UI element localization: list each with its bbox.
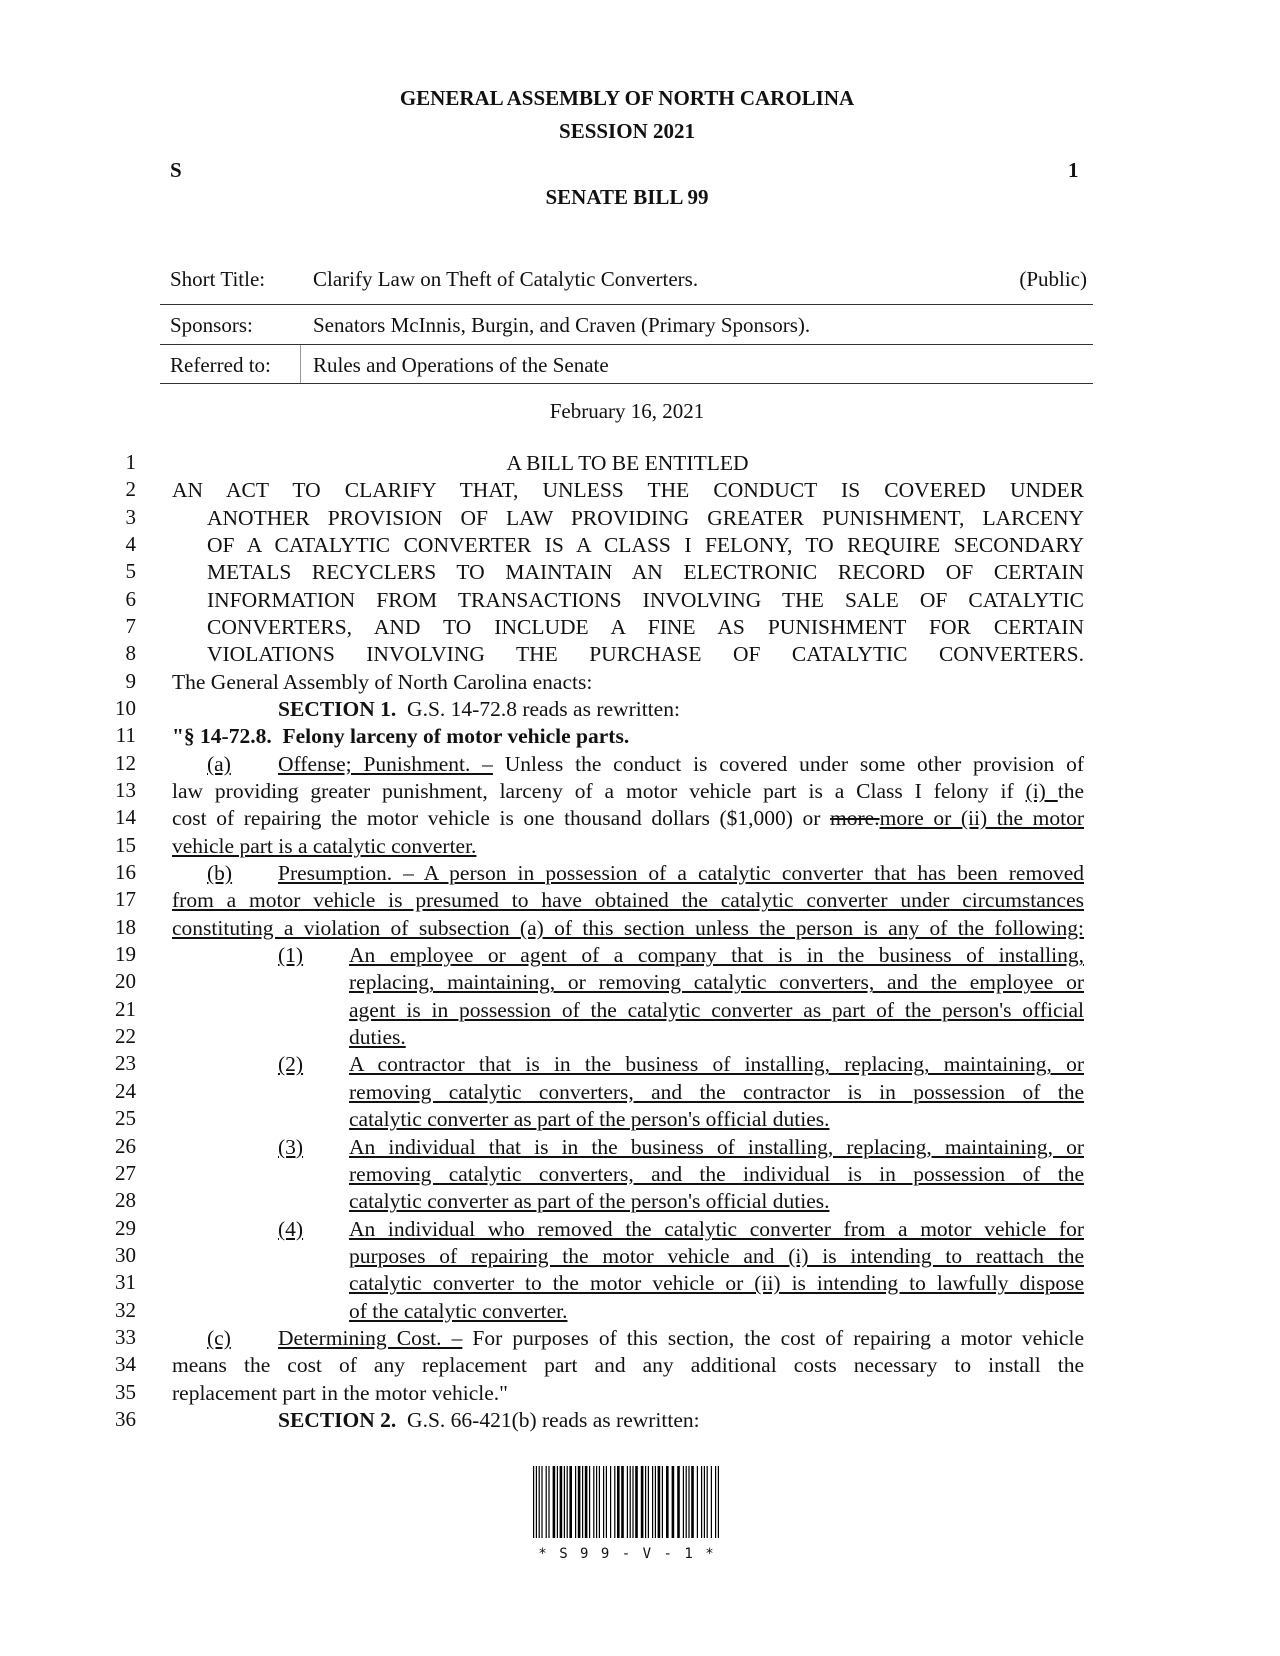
referred-to: Rules and Operations of the Senate xyxy=(313,353,609,377)
bill-line xyxy=(278,751,1084,777)
barcode-bar xyxy=(683,1466,684,1538)
barcode-bar xyxy=(569,1466,572,1538)
subsection-label: (2) xyxy=(278,1052,304,1077)
divider xyxy=(300,345,301,384)
barcode-bar xyxy=(658,1466,661,1538)
subsection-label: (1) xyxy=(278,943,304,968)
barcode-bar xyxy=(593,1466,594,1538)
barcode-bar xyxy=(677,1466,680,1538)
line-number: 22 xyxy=(115,1024,136,1049)
chamber-letter: S xyxy=(170,158,182,182)
line-number: 20 xyxy=(115,969,136,994)
barcode-bar xyxy=(539,1466,540,1538)
line-number: 11 xyxy=(115,723,136,748)
barcode-bar xyxy=(652,1466,653,1538)
bill-line xyxy=(172,1380,1084,1406)
barcode-bar xyxy=(645,1466,646,1538)
bill-line xyxy=(278,860,1084,886)
line-number: 21 xyxy=(115,996,136,1021)
line-number: 14 xyxy=(115,805,136,830)
inserted-text: catalytic converter to the motor vehicle or (ii) is intending to lawfully dispose xyxy=(349,1271,1084,1296)
bill-line xyxy=(349,1243,1084,1269)
line-number: 28 xyxy=(115,1188,136,1213)
barcode-bar xyxy=(641,1466,644,1538)
barcode-bar xyxy=(560,1466,563,1538)
bill-line xyxy=(172,887,1084,913)
barcode-bar xyxy=(582,1466,583,1538)
text-segment: "§ 14-72.8. Felony larceny of motor vehicle parts. xyxy=(172,724,630,749)
line-number: 8 xyxy=(125,641,136,666)
line-number: 16 xyxy=(115,860,136,885)
barcode-bar xyxy=(575,1466,576,1538)
text-segment: SECTION 1. xyxy=(278,697,397,722)
barcode-bar xyxy=(578,1466,581,1538)
inserted-text: Offense; Punishment. – xyxy=(278,751,493,776)
barcode-bar xyxy=(697,1466,698,1538)
bill-line xyxy=(207,641,1084,667)
inserted-text: from a motor vehicle is presumed to have obtained the catalytic converter under circumstances xyxy=(172,888,1084,913)
bill-line xyxy=(172,915,1084,941)
short-title: Clarify Law on Theft of Catalytic Converters. xyxy=(313,267,699,291)
barcode-bar xyxy=(599,1466,600,1538)
line-number: 24 xyxy=(115,1078,136,1103)
subsection-label: (4) xyxy=(278,1216,304,1241)
referred-label: Referred to: xyxy=(170,353,271,377)
bill-line xyxy=(172,778,1084,804)
text-segment: SECTION 2. xyxy=(278,1407,397,1432)
barcode-bar xyxy=(627,1466,628,1538)
text-segment: replacement part in the motor vehicle." xyxy=(172,1380,508,1405)
text-segment: METALS RECYCLERS TO MAINTAIN AN ELECTRONIC RECORD OF CERTAIN xyxy=(207,560,1084,585)
text-segment: G.S. 66-421(b) reads as rewritten: xyxy=(396,1407,700,1432)
inserted-text: catalytic converter as part of the person's official duties. xyxy=(349,1107,830,1132)
inserted-text: more or (ii) the motor xyxy=(879,806,1084,831)
inserted-text: A contractor that is in the business of installing, replacing, maintaining, or xyxy=(349,1052,1084,1077)
text-segment: The General Assembly of North Carolina enacts: xyxy=(172,669,593,694)
bill-line xyxy=(349,1188,1084,1214)
bill-line xyxy=(349,1051,1084,1077)
bill-line xyxy=(172,833,1084,859)
text-segment: law providing greater punishment, larceny of a motor vehicle part is a Class I felony if xyxy=(172,779,1026,804)
line-number: 27 xyxy=(115,1160,136,1185)
bill-line xyxy=(207,505,1084,531)
bill-line xyxy=(207,614,1084,640)
sponsors-label: Sponsors: xyxy=(170,313,253,337)
assembly-title: GENERAL ASSEMBLY OF NORTH CAROLINA xyxy=(399,86,855,110)
inserted-text: removing catalytic converters, and the individual is in possession of the xyxy=(349,1161,1084,1186)
divider xyxy=(160,304,1093,305)
line-number: 30 xyxy=(115,1242,136,1267)
subsection-label: (b) xyxy=(207,861,233,886)
inserted-text: of the catalytic converter. xyxy=(349,1298,568,1323)
line-number: 13 xyxy=(115,778,136,803)
line-number: 1 xyxy=(125,450,136,474)
line-number: 12 xyxy=(115,750,136,775)
barcode-bar xyxy=(686,1466,687,1538)
short-title-label: Short Title: xyxy=(170,267,266,291)
bill-line xyxy=(207,532,1084,558)
barcode-bar xyxy=(589,1466,590,1538)
barcode-bar xyxy=(621,1466,624,1538)
line-number: 32 xyxy=(115,1297,136,1322)
bill-line xyxy=(172,450,1083,476)
text-segment: cost of repairing the motor vehicle is one thousand dollars ($1,000) or xyxy=(172,806,831,831)
barcode-bar xyxy=(557,1466,558,1538)
inserted-text: catalytic converter as part of the person's official duties. xyxy=(349,1189,830,1214)
bill-line xyxy=(349,1106,1084,1132)
line-number: 25 xyxy=(115,1106,136,1131)
text-segment: A BILL TO BE ENTITLED xyxy=(506,451,749,475)
text-segment: the xyxy=(1057,779,1084,804)
barcode-bar xyxy=(541,1466,542,1538)
text-segment: G.S. 14-72.8 reads as rewritten: xyxy=(396,697,680,722)
barcode-bar xyxy=(614,1466,615,1538)
barcode-bar xyxy=(548,1466,549,1538)
deleted-text: more. xyxy=(830,806,880,831)
barcode-bar xyxy=(711,1466,712,1538)
barcode-bar xyxy=(635,1466,638,1538)
inserted-text: agent is in possession of the catalytic converter as part of the person's official xyxy=(349,997,1084,1022)
barcode-bar xyxy=(546,1466,547,1538)
divider xyxy=(160,383,1093,384)
text-segment: AN ACT TO CLARIFY THAT, UNLESS THE CONDUCT IS COVERED UNDER xyxy=(172,478,1084,503)
edition-number: 1 xyxy=(1068,158,1079,182)
barcode-bar xyxy=(707,1466,708,1538)
inserted-text: An individual who removed the catalytic converter from a motor vehicle for xyxy=(349,1216,1084,1241)
line-number: 31 xyxy=(115,1270,136,1295)
barcode-bar xyxy=(596,1466,597,1538)
bill-line xyxy=(278,1325,1084,1351)
barcode-bar xyxy=(701,1466,702,1538)
inserted-text: An individual that is in the business of installing, replacing, maintaining, or xyxy=(349,1134,1084,1159)
inserted-text: constituting a violation of subsection (a) of this section unless the person is any of the following: xyxy=(172,915,1084,940)
bill-line xyxy=(172,669,1084,695)
bill-line xyxy=(349,969,1084,995)
bill-line xyxy=(349,1298,1084,1324)
line-number: 29 xyxy=(115,1215,136,1240)
line-number: 23 xyxy=(115,1051,136,1076)
line-number: 36 xyxy=(115,1406,136,1431)
barcode-bar xyxy=(567,1466,568,1538)
barcode-bar xyxy=(672,1466,675,1538)
line-number: 18 xyxy=(115,914,136,939)
barcode-bar xyxy=(715,1466,716,1538)
barcode-bar xyxy=(606,1466,607,1538)
barcode-bar xyxy=(655,1466,656,1538)
inserted-text: removing catalytic converters, and the contractor is in possession of the xyxy=(349,1079,1084,1104)
text-segment: ANOTHER PROVISION OF LAW PROVIDING GREATER PUNISHMENT, LARCENY xyxy=(207,505,1084,530)
inserted-text: purposes of repairing the motor vehicle and (i) is intending to reattach the xyxy=(349,1243,1084,1268)
line-number: 19 xyxy=(115,942,136,967)
bill-line xyxy=(349,1024,1084,1050)
barcode-bar xyxy=(603,1466,604,1538)
barcode-bar xyxy=(648,1466,649,1538)
barcode-bar xyxy=(610,1466,611,1538)
line-number: 34 xyxy=(115,1352,136,1377)
barcode-bar xyxy=(536,1466,537,1538)
line-number: 4 xyxy=(125,532,136,557)
bill-line xyxy=(349,942,1084,968)
inserted-text: Presumption. – A person in possession of a catalytic converter that has been removed xyxy=(278,861,1084,886)
text-segment: INFORMATION FROM TRANSACTIONS INVOLVING THE SALE OF CATALYTIC xyxy=(207,587,1084,612)
text-segment: means the cost of any replacement part and any additional costs necessary to install the xyxy=(172,1353,1084,1378)
barcode-bar xyxy=(666,1466,669,1538)
bill-line xyxy=(207,587,1084,613)
bill-line xyxy=(278,1407,1084,1433)
line-number: 10 xyxy=(115,696,136,721)
bill-line xyxy=(207,559,1084,585)
text-segment: Unless the conduct is covered under some other provision of xyxy=(492,751,1085,776)
bill-line xyxy=(349,1161,1084,1187)
line-number: 35 xyxy=(115,1379,136,1404)
barcode-bar xyxy=(691,1466,694,1538)
text-segment: CONVERTERS, AND TO INCLUDE A FINE AS PUNISHMENT FOR CERTAIN xyxy=(207,615,1084,640)
inserted-text: Determining Cost. – xyxy=(278,1325,463,1350)
barcode-bar xyxy=(688,1466,689,1538)
subsection-label: (c) xyxy=(207,1325,231,1350)
text-segment: For purposes of this section, the cost of repairing a motor vehicle xyxy=(462,1325,1084,1350)
bill-line xyxy=(349,997,1084,1023)
barcode-text: * S 9 9 - V - 1 * xyxy=(538,1546,716,1562)
bill-line xyxy=(349,1270,1084,1296)
barcode-bar xyxy=(585,1466,588,1538)
line-number: 5 xyxy=(125,559,136,584)
sponsors: Senators McInnis, Burgin, and Craven (Primary Sponsors). xyxy=(313,313,811,337)
inserted-text: replacing, maintaining, or removing catalytic converters, and the employee or xyxy=(349,970,1084,995)
barcode-bar xyxy=(704,1466,705,1538)
inserted-text: duties. xyxy=(349,1025,406,1050)
line-number: 6 xyxy=(125,586,136,611)
inserted-text: An employee or agent of a company that is in the business of installing, xyxy=(349,943,1084,968)
barcode-bar xyxy=(630,1466,631,1538)
bill-line xyxy=(349,1079,1084,1105)
line-number: 33 xyxy=(115,1324,136,1349)
line-number: 2 xyxy=(125,477,136,502)
line-number: 26 xyxy=(115,1133,136,1158)
bill-line xyxy=(349,1216,1084,1242)
line-number: 3 xyxy=(125,504,136,529)
inserted-text: vehicle part is a catalytic converter. xyxy=(172,833,477,858)
barcode-bar xyxy=(533,1466,534,1538)
inserted-text: (i) xyxy=(1025,779,1058,804)
line-number: 9 xyxy=(125,668,136,693)
barcode-bar xyxy=(617,1466,620,1538)
bill-date: February 16, 2021 xyxy=(549,399,705,423)
bill-title: SENATE BILL 99 xyxy=(545,185,709,209)
barcode-bar xyxy=(718,1466,719,1538)
bill-line xyxy=(278,696,1084,722)
bill-line xyxy=(172,1352,1084,1378)
text-segment: VIOLATIONS INVOLVING THE PURCHASE OF CATALYTIC CONVERTERS. xyxy=(207,642,1084,667)
bill-line xyxy=(349,1134,1084,1160)
session-title: SESSION 2021 xyxy=(559,119,695,143)
barcode-bar xyxy=(632,1466,633,1538)
bill-line xyxy=(172,723,1084,749)
bill-line xyxy=(172,477,1084,503)
subsection-label: (a) xyxy=(207,751,231,776)
line-number: 17 xyxy=(115,887,136,912)
bill-type: (Public) xyxy=(1019,267,1087,291)
text-segment: OF A CATALYTIC CONVERTER IS A CLASS I FELONY, TO REQUIRE SECONDARY xyxy=(207,533,1084,558)
barcode-bar xyxy=(564,1466,565,1538)
bill-line xyxy=(172,805,1084,831)
barcode-bar xyxy=(553,1466,556,1538)
barcode-bar xyxy=(662,1466,663,1538)
subsection-label: (3) xyxy=(278,1134,304,1159)
line-number: 7 xyxy=(125,614,136,639)
barcode xyxy=(533,1466,721,1538)
line-number: 15 xyxy=(115,832,136,857)
